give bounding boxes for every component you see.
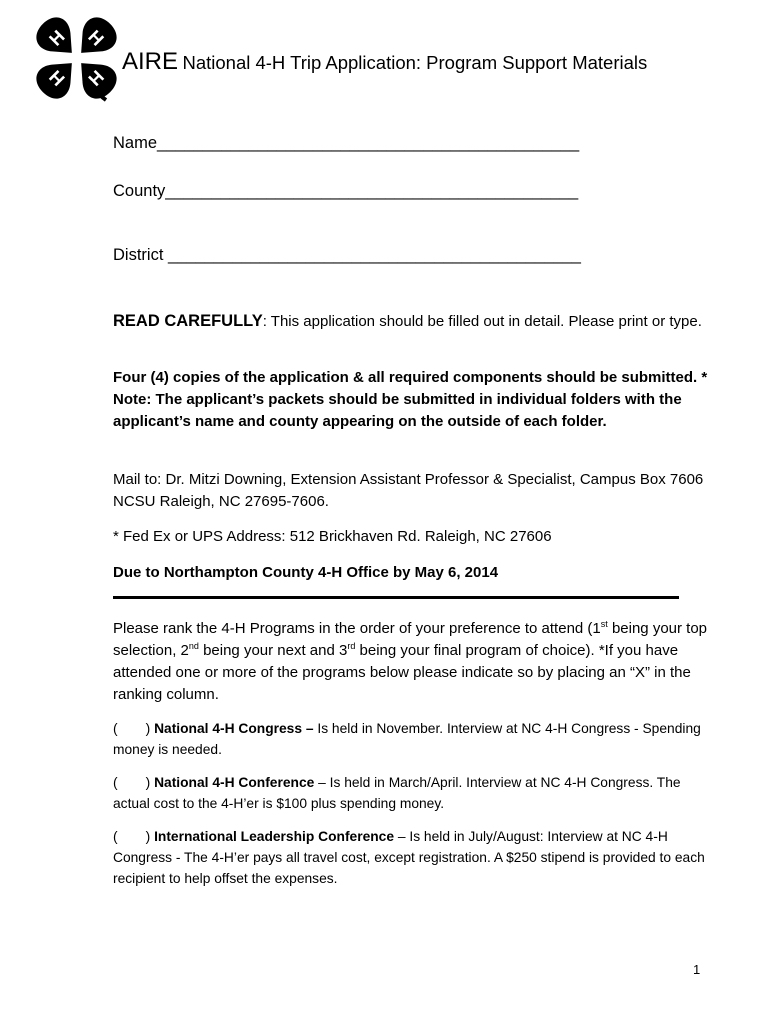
program-name: International Leadership Conference xyxy=(154,829,395,844)
ranking-sup-3: rd xyxy=(347,641,356,651)
program-description: – Is held in July/August: Interview at NC 4-H Congress - The 4-H’er pays all travel cost, except registration. A $250 stipend is provided to each recipient to help offset the expenses. xyxy=(113,829,705,886)
page-number: 1 xyxy=(693,962,701,977)
program-description: – Is held in March/April. Interview at NC 4-H Congress. The actual cost to the 4-H’er is $100 plus spending money. xyxy=(113,775,681,811)
read-carefully-label: READ CAREFULLY xyxy=(113,312,263,330)
horizontal-divider xyxy=(113,596,679,599)
leaf-letter: H xyxy=(84,26,108,50)
name-field[interactable] xyxy=(113,134,579,153)
leaf-letter: H xyxy=(45,26,69,50)
county-field[interactable] xyxy=(113,182,578,201)
aire-label: AIRE xyxy=(122,48,179,75)
program-description: Is held in November. Interview at NC 4-H Congress - Spending money is needed. xyxy=(113,721,701,757)
title-text: National 4-H Trip Application: Program Support Materials xyxy=(182,52,648,73)
ranking-attended-note: *If you have attended one or more of the programs below please indicate so by placing an “X” in the ranking column. xyxy=(113,642,691,703)
4h-clover-logo xyxy=(34,16,120,104)
read-carefully-text: : This application should be filled out in detail. Please print or type. xyxy=(262,313,702,330)
county-label: County xyxy=(113,182,166,200)
rank-box[interactable]: ( ) xyxy=(113,775,151,790)
program-option-conference xyxy=(113,772,713,814)
name-label: Name xyxy=(113,134,158,152)
ranking-text-1: Please rank the 4-H Programs in the order of your preference to attend (1 xyxy=(113,620,601,637)
clover-leaf-bottom-right xyxy=(69,51,120,104)
ranking-sup-2: nd xyxy=(188,641,199,651)
county-blank[interactable]: _____________________________________________ xyxy=(165,182,579,200)
program-name: National 4-H Congress – xyxy=(154,721,314,736)
rank-box[interactable]: ( ) xyxy=(113,721,151,736)
ranking-text-3: being your next and 3 xyxy=(198,642,348,659)
ranking-text-4: being your final program of choice). xyxy=(355,642,595,659)
name-blank[interactable]: ______________________________________________ xyxy=(157,134,580,152)
rank-box[interactable]: ( ) xyxy=(113,829,151,844)
ranking-text-2: being your top selection, 2 xyxy=(113,620,708,659)
district-label: District xyxy=(113,246,168,264)
program-name: National 4-H Conference xyxy=(154,775,315,790)
leaf-letter: H xyxy=(45,66,69,90)
mail-to-address: Mail to: Dr. Mitzi Downing, Extension Assistant Professor & Specialist, Campus Box 7606 NCSU Raleigh, NC 27695-7606. xyxy=(113,471,704,510)
clover-leaf-top-right xyxy=(69,16,120,65)
program-option-congress xyxy=(113,718,713,760)
clover-leaf-top-left xyxy=(34,16,84,65)
page-title xyxy=(122,48,647,76)
clover-leaf-bottom-left xyxy=(34,51,84,104)
program-option-leadership xyxy=(113,826,713,889)
district-field[interactable] xyxy=(113,246,581,265)
ranking-sup-1: st xyxy=(600,619,608,629)
copies-note: Four (4) copies of the application & all required components should be submitted. * Note: The applicant’s packets should be submitted in individual folders with the applicant’s name and county appearing on the outside of each folder. xyxy=(113,369,708,430)
district-blank[interactable]: _____________________________________________ xyxy=(168,246,581,264)
fedex-ups-address: * Fed Ex or UPS Address: 512 Brickhaven Rd. Raleigh, NC 27606 xyxy=(113,528,552,545)
ranking-instructions xyxy=(113,618,708,706)
read-carefully-paragraph xyxy=(113,310,713,333)
leaf-letter: H xyxy=(84,66,108,90)
due-date: Due to Northampton County 4-H Office by May 6, 2014 xyxy=(113,564,499,581)
